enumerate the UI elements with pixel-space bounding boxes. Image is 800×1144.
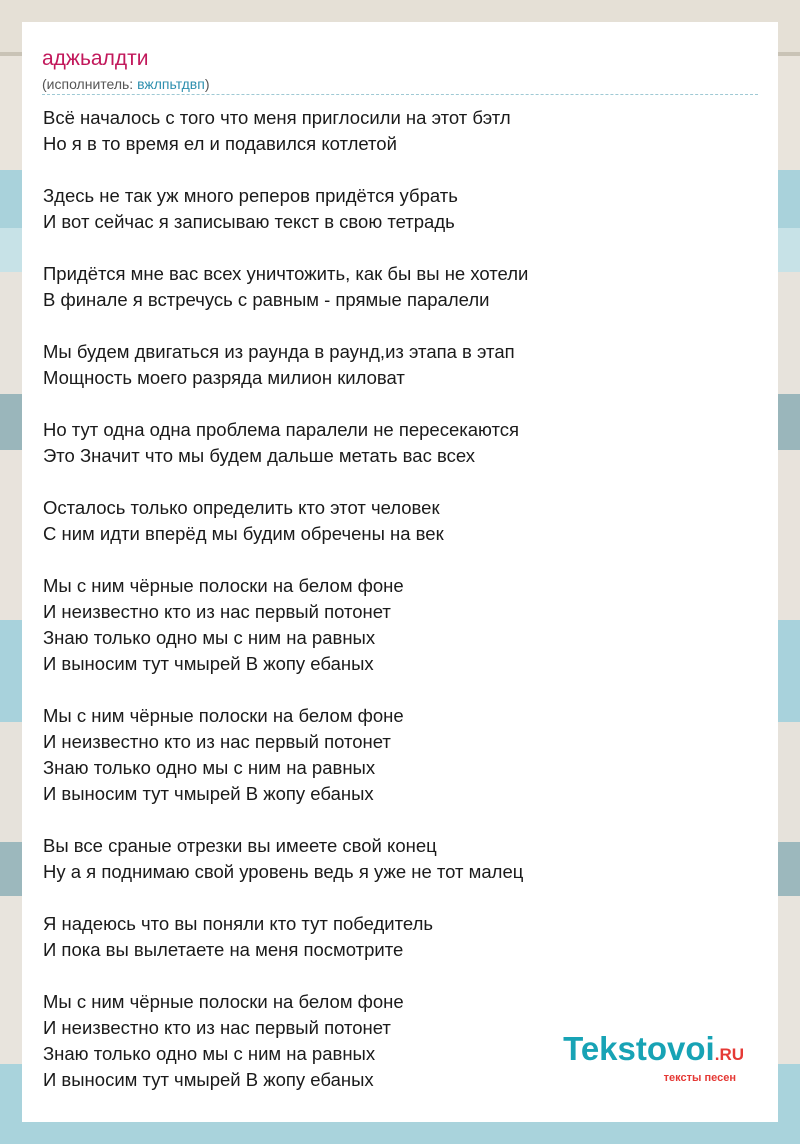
lyric-line: И пока вы вылетаете на меня посмотрите (43, 939, 404, 960)
logo-tagline: тексты песен (663, 1072, 736, 1084)
lyric-line: И неизвестно кто из нас первый потонет (43, 601, 391, 622)
lyric-stanza (43, 339, 753, 391)
lyric-line: Мы с ним чёрные полоски на белом фоне (43, 705, 404, 726)
lyric-line: И выносим тут чмырей В жопу ебаных (43, 783, 374, 804)
lyric-stanza (43, 261, 753, 313)
lyric-line: Но я в то время ел и подавился котлетой (43, 133, 397, 154)
artist-prefix: (исполнитель: (42, 76, 138, 92)
lyric-stanza (43, 417, 753, 469)
song-title: аджьалдти (42, 47, 149, 70)
lyrics-body (43, 105, 753, 1119)
lyric-line: Придётся мне вас всех уничтожить, как бы вы не хотели (43, 263, 529, 284)
lyric-line: Осталось только определить кто этот человек (43, 497, 440, 518)
lyric-line: Знаю только одно мы с ним на равных (43, 1043, 376, 1064)
lyric-line: И неизвестно кто из нас первый потонет (43, 731, 391, 752)
lyric-line: С ним идти вперёд мы будим обречены на век (43, 523, 444, 544)
lyric-stanza (43, 495, 753, 547)
logo-wordmark (563, 1032, 744, 1072)
lyric-stanza (43, 105, 753, 157)
lyric-line: И выносим тут чмырей В жопу ебаных (43, 1069, 374, 1090)
lyric-line: Я надеюсь что вы поняли кто тут победитель (43, 913, 434, 934)
lyric-line: И выносим тут чмырей В жопу ебаных (43, 653, 374, 674)
lyric-line: Ну а я поднимаю свой уровень ведь я уже не тот малец (43, 861, 524, 882)
lyric-line: В финале я встречусь с равным - прямые паралели (43, 289, 490, 310)
lyric-line: Знаю только одно мы с ним на равных (43, 757, 376, 778)
logo-domain: .RU (714, 1045, 744, 1064)
lyric-stanza (43, 703, 753, 807)
site-logo[interactable] (563, 1032, 744, 1084)
lyric-line: Вы все сраные отрезки вы имеете свой конец (43, 835, 437, 856)
lyric-line: Мы будем двигаться из раунда в раунд,из этапа в этап (43, 341, 515, 362)
artist-suffix: ) (204, 76, 210, 92)
lyric-line: Знаю только одно мы с ним на равных (43, 627, 376, 648)
lyric-line: Это Значит что мы будем дальше метать вас всех (43, 445, 475, 466)
lyric-line: И неизвестно кто из нас первый потонет (43, 1017, 391, 1038)
lyric-line: Мы с ним чёрные полоски на белом фоне (43, 991, 404, 1012)
lyric-line: Мощность моего разряда милион киловат (43, 367, 405, 388)
lyric-stanza (43, 183, 753, 235)
artist-line (42, 75, 210, 93)
lyrics-sheet (22, 22, 778, 1122)
lyric-line: Мы с ним чёрные полоски на белом фоне (43, 575, 404, 596)
lyric-stanza (43, 573, 753, 677)
lyric-line: Всё началось с того что меня приглосили на этот бэтл (43, 107, 511, 128)
lyric-line: И вот сейчас я записываю текст в свою тетрадь (43, 211, 455, 232)
lyric-stanza (43, 911, 753, 963)
lyric-line: Но тут одна одна проблема паралели не пересекаются (43, 419, 520, 440)
lyric-line: Здесь не так уж много реперов придётся убрать (43, 185, 458, 206)
artist-link[interactable]: вжлпьтдвп (137, 76, 205, 92)
logo-name: Tekstovoi (563, 1030, 715, 1067)
title-divider (42, 94, 758, 95)
lyric-stanza (43, 833, 753, 885)
